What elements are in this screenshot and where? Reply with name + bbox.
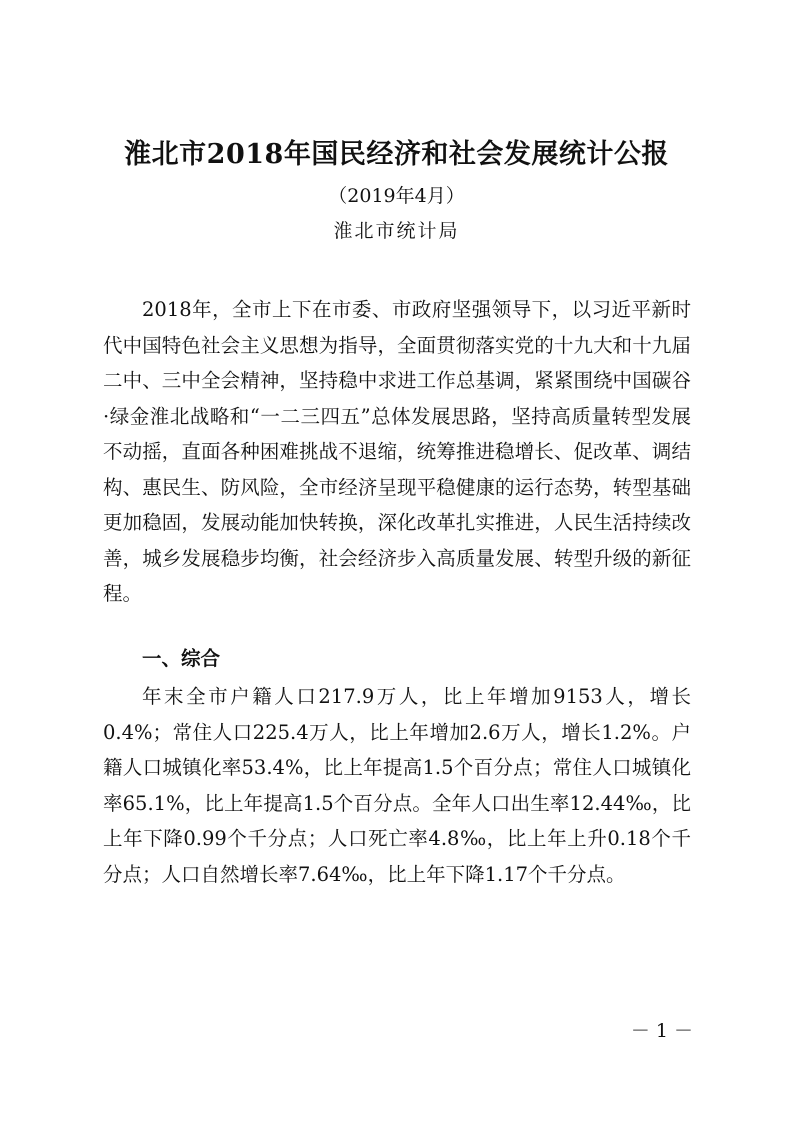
page-number: － 1 － xyxy=(630,1020,693,1042)
intro-paragraph: 2018年，全市上下在市委、市政府坚强领导下，以习近平新时代中国特色社会主义思想为指导，全面贯彻落实党的十九大和十九届二中、三中全会精神，坚持稳中求进工作总基调，紧紧围绕中国碳谷·绿金淮北战略和“一二三四五”总体发展思路，坚持高质量转型发展不动摇，直面各种困难挑战不退缩，统筹推进稳增长、促改革、调结构、惠民生、防风险，全市经济呈现平稳健康的运行态势，转型基础更加稳固，发展动能加快转换，深化改革扎实推进，人民生活持续改善，城乡发展稳步均衡，社会经济步入高质量发展、转型升级的新征程。 xyxy=(103,298,691,605)
overview-paragraph: 年末全市户籍人口217.9万人，比上年增加9153人，增长0.4%；常住人口225.4万人，比上年增加2.6万人，增长1.2%。户籍人口城镇化率53.4%，比上年提高1.5个百分点；常住人口城镇化率65.1%，比上年提高1.5个百分点。全年人口出生率12.44‰，比上年下降0.99个千分点；人口死亡率4.8‰，比上年上升0.18个千分点；人口自然增长率7.64‰，比上年下降1.17个千分点。 xyxy=(103,685,691,886)
section-heading-overview: 一、综合 xyxy=(142,647,221,670)
document-date: （2019年4月） xyxy=(328,185,465,207)
document-title: 淮北市2018年国民经济和社会发展统计公报 xyxy=(124,139,669,170)
issuing-authority: 淮北市统计局 xyxy=(333,220,460,242)
